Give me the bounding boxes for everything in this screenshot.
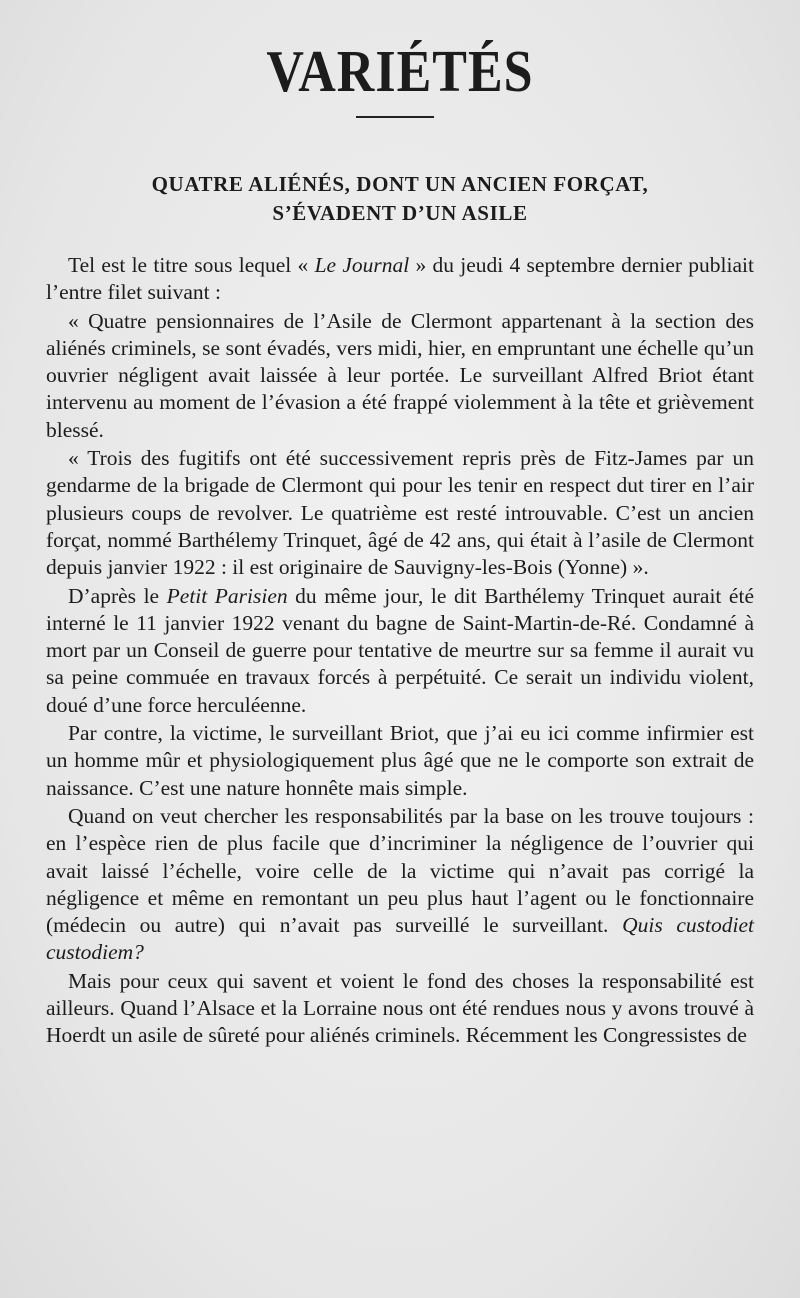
paragraph-6-text-a: Quand on veut chercher les responsabilités par la base on les trouve toujours : en l’espèce rien de plus facile que d’incriminer la négligence de l’ouvrier qui avait laissé l’échelle, voire celle de la victime qui n’avait pas corrigé la négligence et même en remontant un peu plus haut l’agent ou le fonctionnaire (médecin ou autre) qui n’avait pas surveillé le surveillant. xyxy=(46,803,754,938)
paragraph-4-text-c: du même jour, le dit Barthélemy Trinquet aurait été interné le 11 janvier 1922 venant du bagne de Saint-Martin-de-Ré. Condamné à mort par un Conseil de guerre pour tentative de meurtre sur sa femme il aurait vu sa peine commuée en travaux forcés à perpétuité. Ce serait un individu violent, doué d’une force herculéenne. xyxy=(46,583,754,717)
headline-line-1: QUATRE ALIÉNÉS, DONT UN ANCIEN FORÇAT, xyxy=(151,172,649,196)
paragraph-7: Mais pour ceux qui savent et voient le fond des choses la responsabilité est ailleurs. Quand l’Alsace et la Lorraine nous ont été rendues nous y avons trouvé à Hoerdt un asile de sûreté pour aliénés criminels. Récemment les Congressistes de xyxy=(46,968,754,1048)
article-headline xyxy=(0,170,800,228)
section-title: VARIÉTÉS xyxy=(266,39,534,105)
paragraph-3: « Trois des fugitifs ont été successivement repris près de Fitz-James par un gendarme de la brigade de Clermont qui pour les tenir en respect dut tirer en l’air plusieurs coups de revolver. Le quatrième est resté introuvable. C’est un ancien forçat, nommé Barthélemy Trinquet, âgé de 42 ans, qui était à l’asile de Clermont depuis janvier 1922 : il est originaire de Sauvigny-les-Bois (Yonne) ». xyxy=(46,446,754,580)
paragraph-1-text-a: Tel est le titre sous lequel « xyxy=(68,253,315,277)
paragraph-4-newspaper-title: Petit Parisien xyxy=(166,583,288,608)
paragraph-5: Par contre, la victime, le surveillant Briot, que j’ai eu ici comme infirmier est un homme mûr et physiologiquement plus âgé que ne le comporte son extrait de naissance. C’est une nature honnête mais simple. xyxy=(46,721,754,800)
paragraph-4 xyxy=(46,583,754,719)
paragraph-2: « Quatre pensionnaires de l’Asile de Clermont appartenant à la section des aliénés criminels, se sont évadés, vers midi, hier, en empruntant une échelle qu’un ouvrier négligent avait laissée à leur portée. Le surveillant Alfred Briot étant intervenu au moment de l’évasion a été frappé violemment à la tête et grièvement blessé. xyxy=(46,308,754,442)
title-rule xyxy=(356,116,434,118)
paragraph-1 xyxy=(46,252,754,307)
paragraph-1-journal-title: Le Journal xyxy=(314,253,410,277)
paragraph-6-latin-quote: Quis custodiet custodiem? xyxy=(46,913,754,965)
article-body xyxy=(46,252,754,1050)
paragraph-6 xyxy=(46,803,754,967)
paragraph-4-text-a: D’après le xyxy=(68,583,167,608)
paragraph-1-text-c: » du jeudi 4 septembre dernier publiait l’entre filet suivant : xyxy=(46,253,754,305)
headline-line-2: S’ÉVADENT D’UN ASILE xyxy=(272,201,528,225)
